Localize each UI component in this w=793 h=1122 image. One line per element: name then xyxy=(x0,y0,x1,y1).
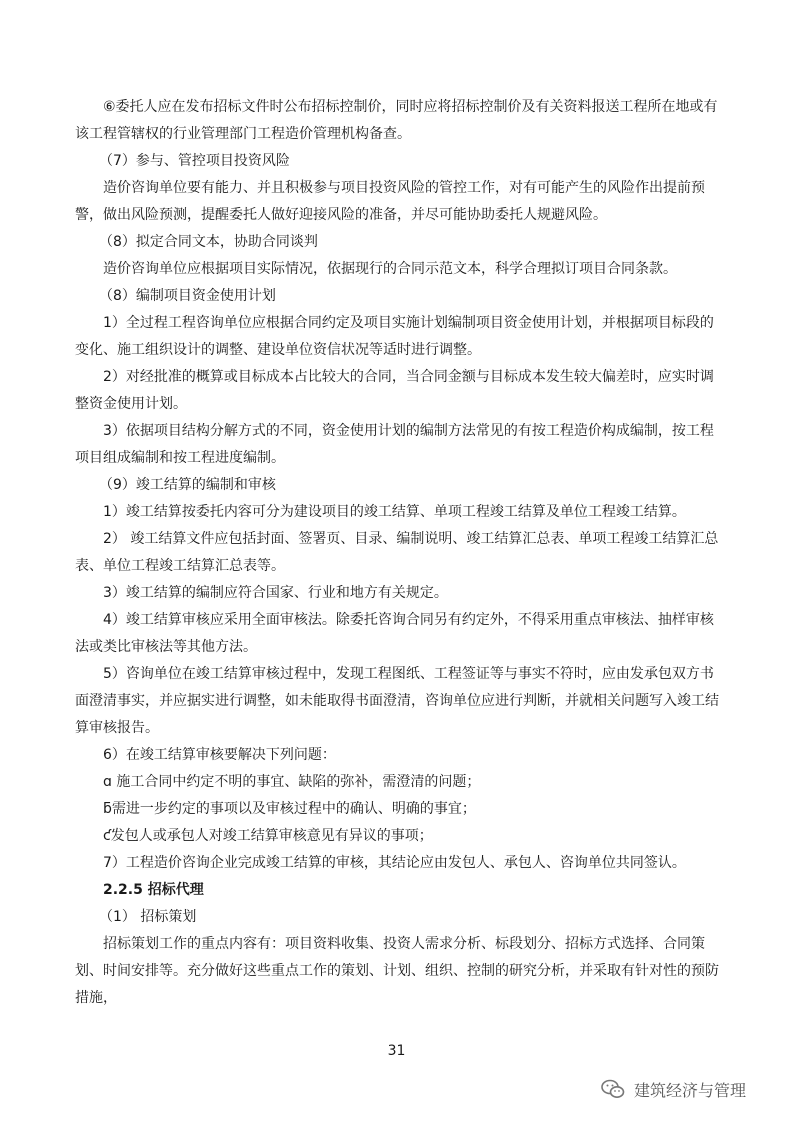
paragraph: ƃ需进一步约定的事项以及审核过程中的确认、明确的事宜； xyxy=(103,801,476,817)
page-number: 31 xyxy=(387,1043,406,1059)
paragraph: 造价咨询单位应根据项目实际情况，依据现行的合同示范文本，科学合理拟订项目合同条款。 xyxy=(103,261,677,277)
paragraph: ⑥委托人应在发布招标文件时公布招标控制价，同时应将招标控制价及有关资料报送工程所在地或有该工程管辖权的行业管理部门工程造价管理机构备查。 xyxy=(75,99,718,142)
paragraph: 造价咨询单位要有能力、并且积极参与项目投资风险的管控工作，对有可能产生的风险作出提前预警，做出风险预测，提醒委托人做好迎接风险的准备，并尽可能协助委托人规避风险。 xyxy=(75,180,705,223)
paragraph: 3）依据项目结构分解方式的不同，资金使用计划的编制方法常见的有按工程造价构成编制，按工程项目组成编制和按工程进度编制。 xyxy=(75,423,714,466)
watermark-text: 建筑经济与管理 xyxy=(634,1080,747,1100)
paragraph: （1） 招标策划 xyxy=(99,909,197,925)
paragraph: （9）竣工结算的编制和审核 xyxy=(99,477,276,493)
paragraph: 7）工程造价咨询企业完成竣工结算的审核，其结论应由发包人、承包人、咨询单位共同签认。 xyxy=(103,855,686,871)
paragraph: （8）编制项目资金使用计划 xyxy=(99,288,276,304)
watermark xyxy=(600,1075,746,1103)
paragraph: 2） 竣工结算文件应包括封面、签署页、目录、编制说明、竣工结算汇总表、单项工程竣工结算汇总表、单位工程竣工结算汇总表等。 xyxy=(75,531,719,574)
paragraph: 1）竣工结算按委托内容可分为建设项目的竣工结算、单项工程竣工结算及单位工程竣工结算。 xyxy=(103,504,686,520)
paragraph: ƈ发包人或承包人对竣工结算审核意见有异议的事项； xyxy=(103,828,433,844)
paragraph: 招标策划工作的重点内容有：项目资料收集、投资人需求分析、标段划分、招标方式选择、合同策划、时间安排等。充分做好这些重点工作的策划、计划、组织、控制的研究分析，并采取有针对性的预防措施， xyxy=(75,936,719,1006)
paragraph: （7）参与、管控项目投资风险 xyxy=(99,153,290,169)
paragraph: 4）竣工结算审核应采用全面审核法。除委托咨询合同另有约定外，不得采用重点审核法、抽样审核法或类比审核法等其他方法。 xyxy=(75,612,714,655)
paragraph: 2.2.5 招标代理 xyxy=(103,882,204,898)
wechat-icon xyxy=(600,1076,626,1102)
paragraph: 5）咨询单位在竣工结算审核过程中，发现工程图纸、工程签证等与事实不符时，应由发承包双方书面澄清事实，并应据实进行调整，如未能取得书面澄清，咨询单位应进行判断，并就相关问题写入竣工结算审核报告。 xyxy=(75,666,719,736)
paragraph: 6）在竣工结算审核要解决下列问题： xyxy=(103,747,336,763)
paragraph: 1）全过程工程咨询单位应根据合同约定及项目实施计划编制项目资金使用计划，并根据项目标段的变化、施工组织设计的调整、建设单位资信状况等适时进行调整。 xyxy=(75,315,714,358)
body-text xyxy=(75,94,723,1012)
paragraph: 3）竣工结算的编制应符合国家、行业和地方有关规定。 xyxy=(103,585,448,601)
paragraph: （8）拟定合同文本，协助合同谈判 xyxy=(99,234,318,250)
paragraph: ɑ 施工合同中约定不明的事宜、缺陷的弥补，需澄清的问题； xyxy=(103,774,481,790)
paragraph: 2）对经批准的概算或目标成本占比较大的合同，当合同金额与目标成本发生较大偏差时，应实时调整资金使用计划。 xyxy=(75,369,714,412)
